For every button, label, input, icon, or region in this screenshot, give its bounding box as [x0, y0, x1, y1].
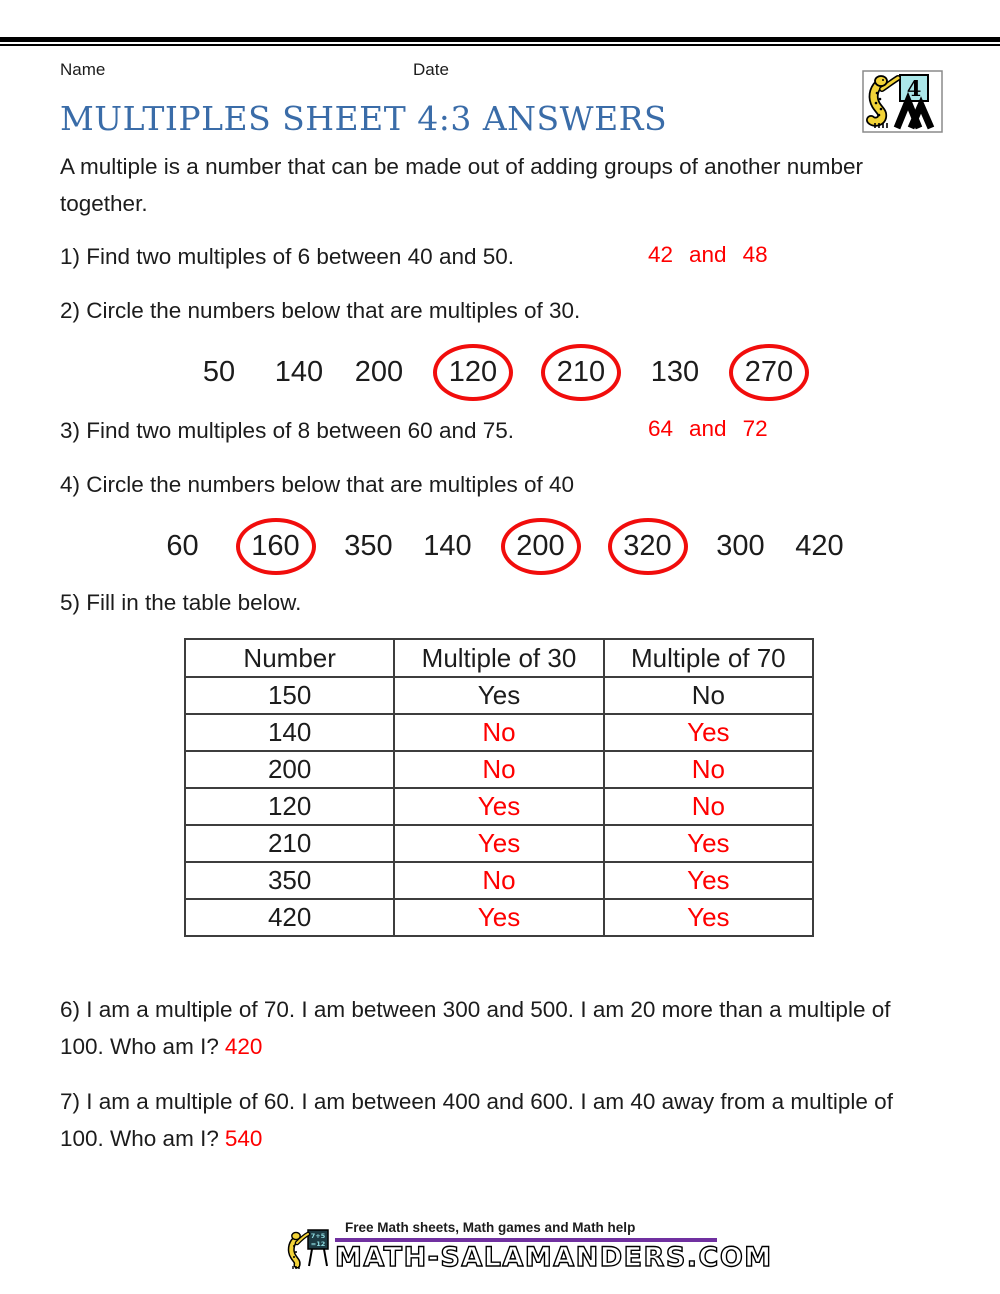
- number-option-circled: 160: [236, 518, 316, 575]
- board-sum-line2: =12: [310, 1240, 326, 1248]
- cell-number: 120: [185, 788, 394, 825]
- cell-m70: No: [604, 751, 813, 788]
- question-7-answer: 540: [224, 1125, 263, 1151]
- number-option: 140: [274, 355, 324, 388]
- multiples-table: [184, 638, 814, 937]
- cell-number: 420: [185, 899, 394, 936]
- cell-m30: Yes: [394, 677, 603, 714]
- answer-value: 72: [742, 416, 768, 441]
- answer-conjunction: and: [689, 242, 727, 267]
- column-header: Multiple of 30: [394, 639, 603, 677]
- table-row: [185, 899, 813, 936]
- footer-salamander-icon: [285, 1226, 333, 1275]
- number-option: 420: [795, 529, 844, 562]
- table-row: [185, 677, 813, 714]
- question-3-answer: [648, 416, 768, 442]
- column-header: Number: [185, 639, 394, 677]
- question-2-text: 2) Circle the numbers below that are multiples of 30.: [60, 298, 581, 323]
- cell-m70: Yes: [604, 862, 813, 899]
- intro-text: A multiple is a number that can be made out of adding groups of another number together.: [60, 154, 864, 216]
- number-option: 60: [166, 529, 199, 562]
- table-row: [185, 788, 813, 825]
- footer-branding: [60, 1220, 942, 1275]
- cell-m30: No: [394, 862, 603, 899]
- cell-m70: Yes: [604, 825, 813, 862]
- question-1-text: 1) Find two multiples of 6 between 40 and 50.: [60, 244, 515, 269]
- answer-value: 64: [648, 416, 674, 441]
- number-option: 350: [344, 529, 393, 562]
- number-option: 300: [716, 529, 765, 562]
- salamander-figure-small: [291, 1232, 308, 1269]
- answer-value: 42: [648, 242, 674, 267]
- question-5: [60, 590, 942, 616]
- answer-value: 48: [742, 242, 768, 267]
- number-option: 140: [423, 529, 472, 562]
- cell-m30: Yes: [394, 825, 603, 862]
- cell-m30: No: [394, 714, 603, 751]
- cell-number: 150: [185, 677, 394, 714]
- question-2: [60, 298, 942, 324]
- table-header-row: [185, 639, 813, 677]
- answer-conjunction: and: [689, 416, 727, 441]
- table-row: [185, 862, 813, 899]
- number-option-circled: 320: [608, 518, 688, 575]
- question-6-text: 6) I am a multiple of 70. I am between 300 and 500. I am 20 more than a multiple of 100. Who am I?: [60, 997, 891, 1059]
- cell-number: 200: [185, 751, 394, 788]
- number-option: 130: [650, 355, 700, 388]
- table-row: [185, 825, 813, 862]
- question-4-text: 4) Circle the numbers below that are multiples of 40: [60, 472, 574, 497]
- question-1: [60, 244, 942, 270]
- table-row: [185, 751, 813, 788]
- question-1-answer: [648, 242, 768, 268]
- date-label: Date: [413, 60, 449, 79]
- logo-grade-number: 4: [906, 76, 922, 101]
- cell-m30: Yes: [394, 788, 603, 825]
- cell-m30: Yes: [394, 899, 603, 936]
- number-option: 200: [354, 355, 404, 388]
- footer-tagline: Free Math sheets, Math games and Math help: [345, 1220, 636, 1235]
- question-6: [60, 992, 940, 1065]
- cell-number: 210: [185, 825, 394, 862]
- question-3: [60, 418, 942, 444]
- board-sum-line1: 7+5: [310, 1232, 326, 1240]
- question-2-number-row: [60, 342, 942, 402]
- cell-m70: No: [604, 788, 813, 825]
- cell-m70: No: [604, 677, 813, 714]
- cell-number: 350: [185, 862, 394, 899]
- table-row: [185, 714, 813, 751]
- question-4: [60, 472, 942, 498]
- question-7: [60, 1084, 940, 1157]
- name-label: Name: [60, 60, 106, 79]
- question-4-number-row: [60, 516, 942, 576]
- number-option: 50: [202, 355, 236, 388]
- cell-m30: No: [394, 751, 603, 788]
- cell-m70: Yes: [604, 899, 813, 936]
- number-option-circled: 210: [541, 344, 621, 401]
- cell-m70: Yes: [604, 714, 813, 751]
- column-header: Multiple of 70: [604, 639, 813, 677]
- worksheet-content: [60, 100, 942, 1275]
- question-7-text: 7) I am a multiple of 60. I am between 400 and 600. I am 40 away from a multiple of 100. Who am I?: [60, 1089, 893, 1151]
- footer-site-name: MATH-SALAMANDERS.COM: [335, 1242, 773, 1273]
- top-divider-thin: [0, 44, 1000, 46]
- cell-number: 140: [185, 714, 394, 751]
- number-option-circled: 200: [501, 518, 581, 575]
- question-6-answer: 420: [224, 1033, 263, 1059]
- question-5-text: 5) Fill in the table below.: [60, 590, 302, 615]
- footer-text-block: [335, 1220, 773, 1273]
- question-3-text: 3) Find two multiples of 8 between 60 and 75.: [60, 418, 515, 443]
- number-option-circled: 270: [729, 344, 809, 401]
- number-option-circled: 120: [433, 344, 513, 401]
- top-divider-thick: [0, 37, 1000, 42]
- page-title: MULTIPLES SHEET 4:3 ANSWERS: [60, 99, 668, 138]
